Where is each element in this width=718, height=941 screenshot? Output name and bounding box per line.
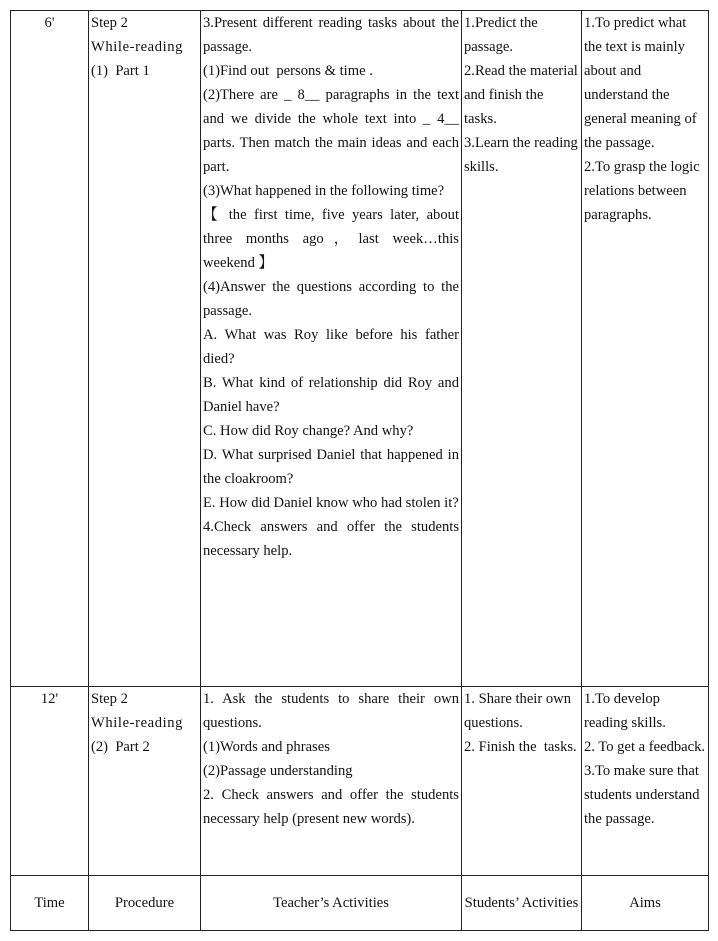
student-activity: 1. Share their own questions. xyxy=(464,691,571,731)
header-teacher-activities: Teacher’s Activities xyxy=(201,876,462,931)
procedure-step: Step 2 xyxy=(91,15,128,31)
procedure-cell xyxy=(89,11,201,687)
teacher-activity: 2. Check answers and offer the students necessary help (present new words). xyxy=(203,787,459,827)
procedure-step: Step 2 xyxy=(91,691,128,707)
students-activities-cell xyxy=(462,687,582,876)
teacher-activity: (4)Answer the questions according to the passage. xyxy=(203,279,459,319)
teacher-activity: A. What was Roy like before his father died? xyxy=(203,327,459,367)
aim-item: 2. To get a feedback. xyxy=(584,739,706,755)
teacher-activity: D. What surprised Daniel that happened in the cloakroom? xyxy=(203,447,459,487)
teacher-activity: (1)Find out persons & time . xyxy=(203,63,373,79)
procedure-stage: While-reading xyxy=(91,39,184,55)
student-activity: 1.Predict the passage. xyxy=(464,15,538,55)
aim-item: 3.To make sure that students understand the passage. xyxy=(584,763,700,827)
student-activity: 2.Read the material and finish the tasks. xyxy=(464,63,578,127)
aims-cell xyxy=(582,11,709,687)
teacher-activity: (2)Passage understanding xyxy=(203,763,353,779)
aim-item: 1.To develop reading skills. xyxy=(584,691,666,731)
aim-item: 2.To grasp the logic relations between paragraphs. xyxy=(584,159,700,223)
procedure-part: (2) Part 2 xyxy=(91,739,150,755)
student-activity: 3.Learn the reading skills. xyxy=(464,135,578,175)
table-row xyxy=(11,687,709,876)
teacher-activity: B. What kind of relationship did Roy and Daniel have? xyxy=(203,375,459,415)
teacher-activity: 4.Check answers and offer the students necessary help. xyxy=(203,519,459,559)
teacher-activity: (2)There are _ 8__ paragraphs in the text and we divide the whole text into _ 4__ parts. Then match the main ideas and each part. xyxy=(203,87,459,175)
teacher-activity: 3.Present different reading tasks about the passage. xyxy=(203,15,459,55)
teacher-activities-cell xyxy=(201,11,462,687)
header-procedure: Procedure xyxy=(89,876,201,931)
students-activities-cell xyxy=(462,11,582,687)
teacher-activity: (1)Words and phrases xyxy=(203,739,330,755)
aim-item: 1.To predict what the text is mainly about and understand the general meaning of the passage. xyxy=(584,15,697,151)
lesson-plan-table xyxy=(10,10,709,931)
header-aims: Aims xyxy=(582,876,709,931)
procedure-stage: While-reading xyxy=(91,715,184,731)
teacher-activity: (3)What happened in the following time? xyxy=(203,183,445,199)
header-row xyxy=(11,876,709,931)
teacher-activity: 【 the first time, five years later, about three months ago，last week…this weekend 】 xyxy=(203,207,459,271)
teacher-activities-cell xyxy=(201,687,462,876)
procedure-cell xyxy=(89,687,201,876)
teacher-activity: E. How did Daniel know who had stolen it? xyxy=(203,495,459,511)
aims-cell xyxy=(582,687,709,876)
time-cell: 6' xyxy=(11,11,89,687)
teacher-activity: C. How did Roy change? And why? xyxy=(203,423,414,439)
header-students-activities: Students’ Activities xyxy=(462,876,582,931)
teacher-activity: 1. Ask the students to share their own questions. xyxy=(203,691,459,731)
time-cell: 12' xyxy=(11,687,89,876)
header-time: Time xyxy=(11,876,89,931)
table-row xyxy=(11,11,709,687)
procedure-part: (1) Part 1 xyxy=(91,63,150,79)
student-activity: 2. Finish the tasks. xyxy=(464,739,577,755)
